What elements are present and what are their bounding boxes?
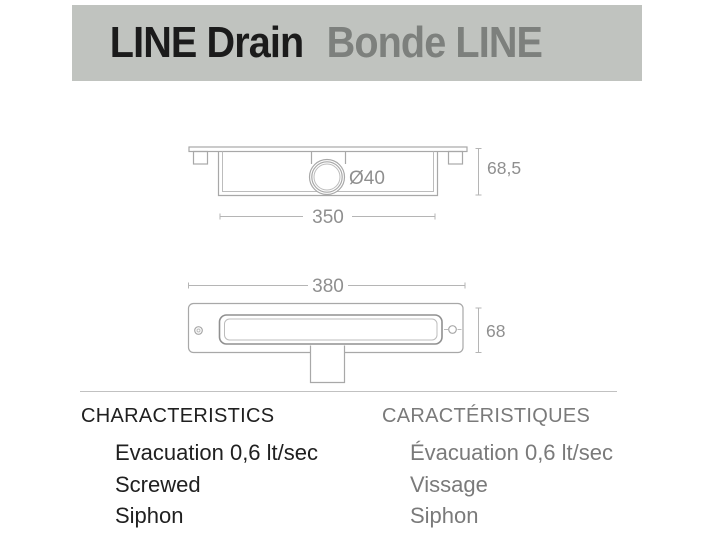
characteristics-list-en — [81, 437, 318, 532]
side-view-height-label: 68,5 — [487, 158, 522, 178]
dimension-380 — [189, 276, 466, 297]
dimension-68-5 — [476, 149, 522, 196]
characteristic-item-en: Evacuation 0,6 lt/sec — [115, 440, 319, 465]
hook-tab-right — [449, 152, 463, 165]
characteristics-fr — [382, 405, 613, 532]
product-title-en: LINE Drain — [109, 18, 304, 67]
characteristic-item-en: Screwed — [115, 471, 201, 497]
flange-bar — [189, 147, 467, 152]
characteristic-item-fr: Siphon — [410, 503, 479, 528]
side-view-width-label: 350 — [312, 207, 344, 228]
hook-tab-left — [194, 152, 208, 165]
side-view-drawing — [189, 147, 521, 228]
screw-left — [195, 327, 203, 335]
top-view-width-label: 380 — [312, 276, 344, 297]
characteristics-heading-en: CHARACTERISTICS — [81, 405, 275, 427]
top-view-height-label: 68 — [486, 321, 506, 341]
diameter-label: Ø40 — [349, 168, 385, 189]
screw-right — [444, 326, 462, 334]
dimension-350 — [220, 207, 435, 228]
characteristic-item-en: Siphon — [115, 503, 184, 528]
top-view-drawing — [189, 276, 506, 383]
grate-slot-inner — [225, 319, 438, 340]
characteristic-item-fr: Vissage — [410, 471, 488, 497]
outlet-circle-outer — [310, 160, 345, 195]
dimension-68 — [476, 308, 506, 353]
outlet-tab-fill — [311, 346, 344, 383]
section-divider — [80, 391, 617, 392]
drain-plate — [189, 304, 464, 353]
characteristics-list-fr — [382, 437, 613, 532]
characteristics-heading-fr: CARACTÉRISTIQUES — [382, 405, 591, 427]
product-title-fr: Bonde LINE — [326, 18, 543, 67]
characteristic-item-fr: Évacuation 0,6 lt/sec — [410, 440, 614, 465]
characteristics-en — [81, 405, 318, 532]
